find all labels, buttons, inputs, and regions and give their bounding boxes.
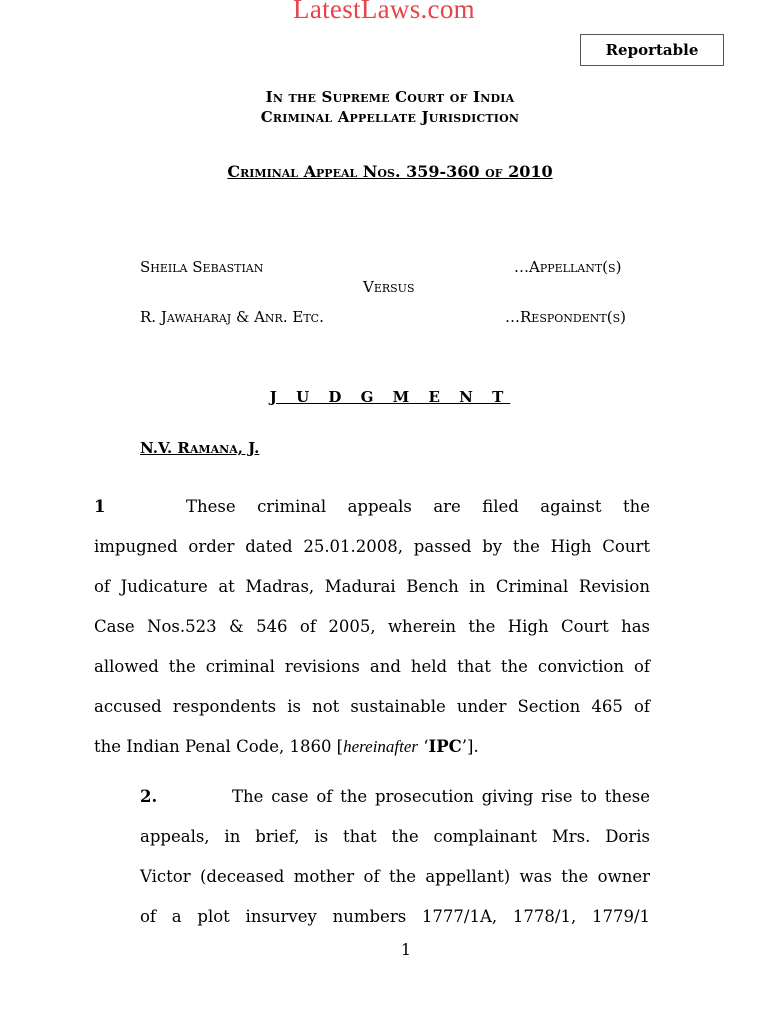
paragraph-2-lead: The case of the prosecution giving rise to these bbox=[232, 787, 650, 806]
paragraph-1-last-line bbox=[94, 727, 650, 767]
appeal-of: of bbox=[485, 162, 503, 181]
paragraph-2-lead-line bbox=[140, 777, 650, 817]
paragraph-1-last-italic: hereinafter bbox=[343, 737, 419, 756]
paragraph-1-last-bold: IPC bbox=[428, 737, 462, 756]
watermark: LatestLaws.com bbox=[293, 0, 475, 24]
respondent-name: R. Jawaharaj & Anr. Etc. bbox=[140, 308, 324, 326]
court-name: In the Supreme Court of India bbox=[265, 88, 515, 106]
paragraph-2-line: of a plot insurvey numbers 1777/1A, 1778/1, 1779/1 bbox=[140, 907, 650, 926]
paragraph-1-lead-line bbox=[94, 487, 650, 527]
jurisdiction: Criminal Appellate Jurisdiction bbox=[260, 108, 520, 126]
paragraph-1-quote-open: ‘ bbox=[418, 737, 429, 756]
paragraph-1-lead: These criminal appeals are filed against the bbox=[186, 497, 650, 516]
appeal-title bbox=[0, 162, 768, 181]
appeal-year: 2010 bbox=[508, 162, 553, 181]
paragraph-1-line: impugned order dated 25.01.2008, passed by the High Court bbox=[94, 537, 650, 556]
paragraph-1-line: Case Nos.523 & 546 of 2005, wherein the High Court has bbox=[94, 617, 650, 636]
judgment-heading-text: J U D G M E N T bbox=[269, 388, 511, 406]
reportable-badge: Reportable bbox=[580, 34, 724, 66]
paragraph-1-last-pre: the Indian Penal Code, 1860 [ bbox=[94, 737, 344, 756]
paragraph-1-number: 1 bbox=[94, 497, 106, 516]
paragraph-2-number: 2. bbox=[140, 787, 158, 806]
appeal-prefix: Criminal Appeal Nos. bbox=[227, 162, 401, 181]
paragraph-2-line: appeals, in brief, is that the complainant Mrs. Doris bbox=[140, 827, 650, 846]
judgment-heading bbox=[0, 387, 768, 406]
paragraph-2-line: Victor (deceased mother of the appellant) was the owner bbox=[140, 867, 650, 886]
paragraph-1-last-post: ’]. bbox=[461, 737, 479, 756]
paragraph-1-line: accused respondents is not sustainable under Section 465 of bbox=[94, 697, 650, 716]
paragraph-1-line: allowed the criminal revisions and held that the conviction of bbox=[94, 657, 650, 676]
paragraph-1-line: of Judicature at Madras, Madurai Bench in Criminal Revision bbox=[94, 577, 650, 596]
appellant-role: …Appellant(s) bbox=[514, 258, 622, 276]
versus-label: Versus bbox=[363, 278, 415, 296]
judge-name: N.V. Ramana, J. bbox=[140, 439, 260, 457]
paragraph-1 bbox=[94, 487, 650, 767]
respondent-role: …Respondent(s) bbox=[505, 308, 626, 326]
appeal-numbers: 359-360 bbox=[406, 162, 480, 181]
paragraph-2 bbox=[140, 777, 650, 937]
page-number: 1 bbox=[400, 940, 412, 959]
appellant-name: Sheila Sebastian bbox=[140, 258, 264, 276]
